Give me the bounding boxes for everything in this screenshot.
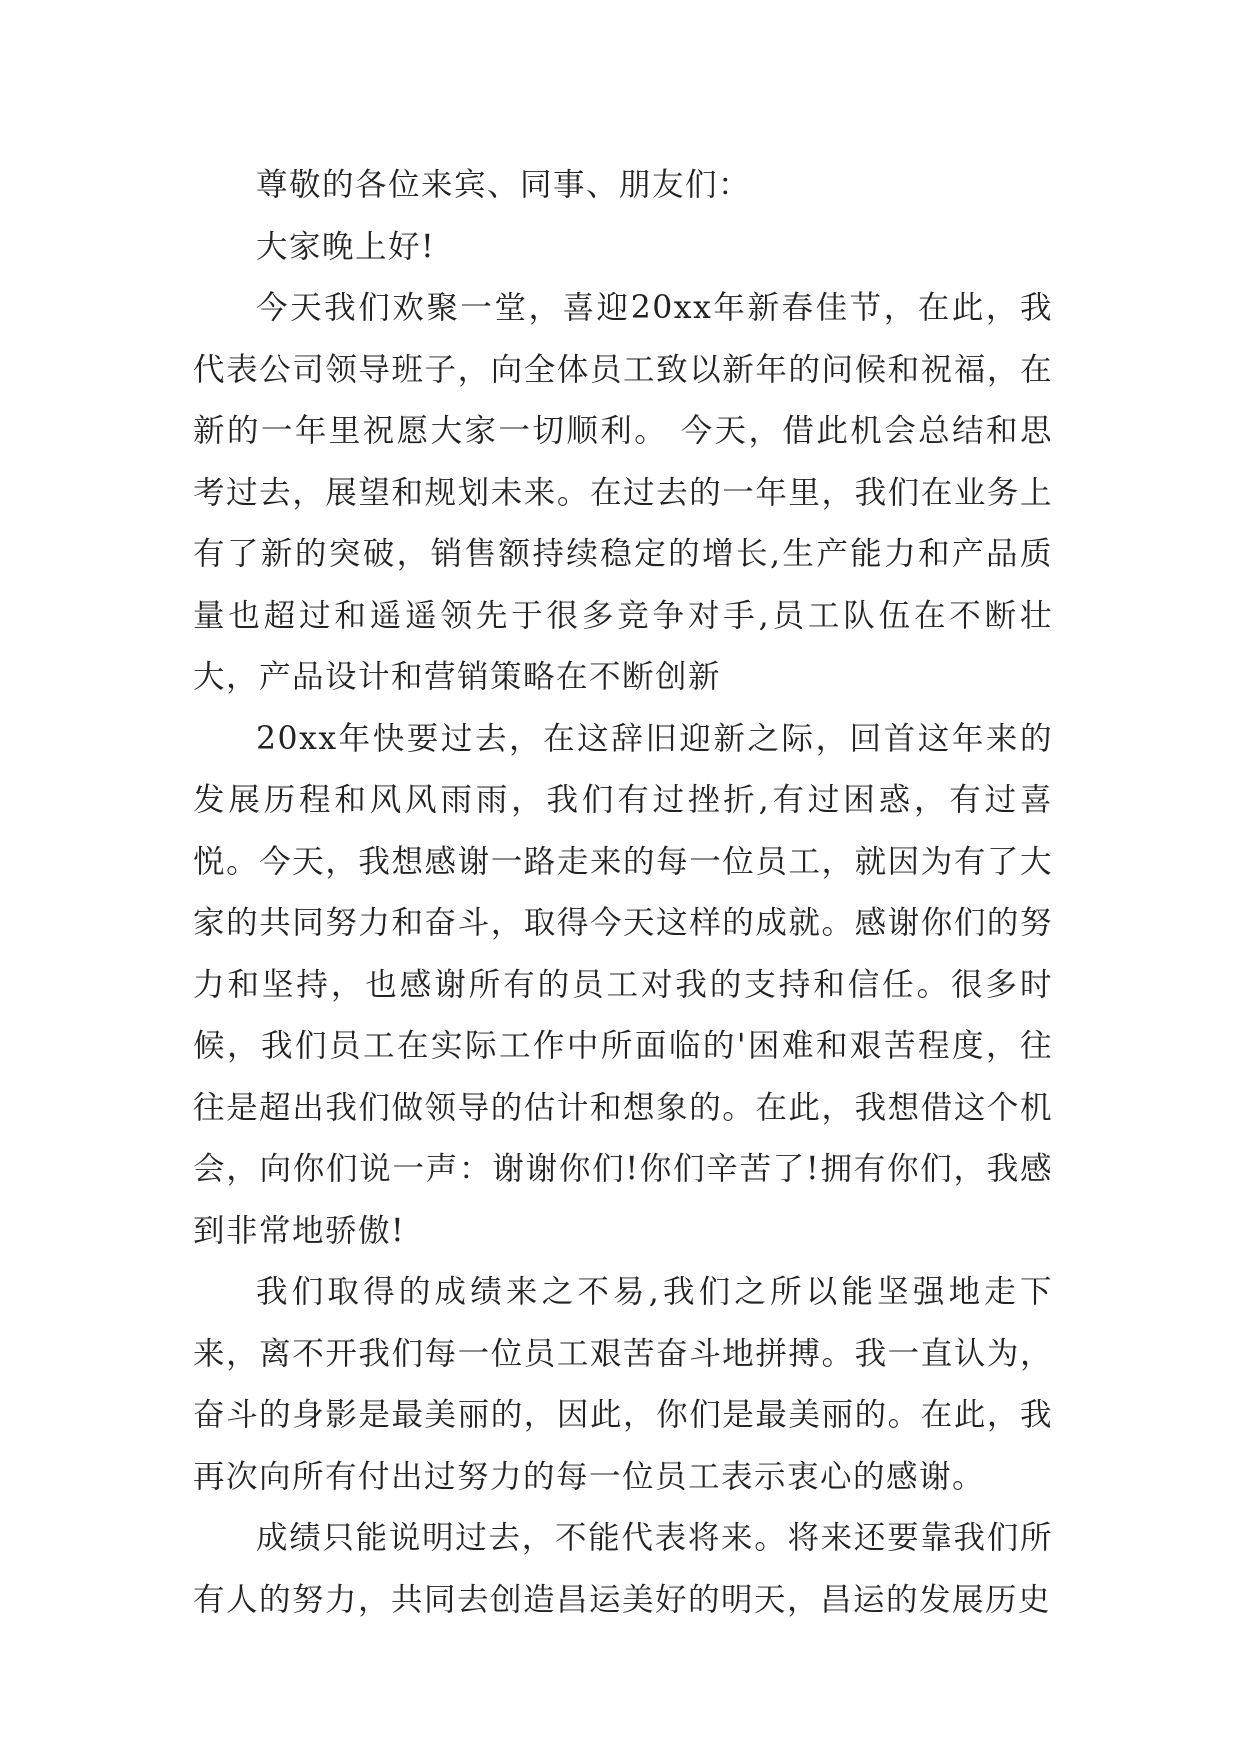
paragraph-new-year-wishes: 今天我们欢聚一堂，喜迎20xx年新春佳节，在此，我代表公司领导班子，向全体员工致以新年的问候和祝福，在新的一年里祝愿大家一切顺利。 今天，借此机会总结和思考过去，展望和规划未来。在过去的一年里，我们在业务上有了新的突破，销售额持续稳定的增长,生产能力和产品质量也超过和遥遥领先于很多竞争对手,员工队伍在不断壮大，产品设计和营销策略在不断创新 [193,290,1053,695]
paragraph-achievements: 我们取得的成绩来之不易,我们之所以能坚强地走下来，离不开我们每一位员工艰苦奋斗地拼搏。我一直认为，奋斗的身影是最美丽的，因此，你们是最美丽的。在此，我再次向所有付出过努力的每一位员工表示衷心的感谢。 [193,1274,1053,1495]
greeting: 大家晚上好! [256,228,436,265]
paragraph-future: 成绩只能说明过去，不能代表将来。将来还要靠我们所有人的努力，共同去创造昌运美好的明天，昌运的发展历史 [193,1520,1053,1618]
document-body [193,155,1053,1631]
paragraph-thanks-employees: 20xx年快要过去，在这辞旧迎新之际，回首这年来的发展历程和风风雨雨，我们有过挫折,有过困惑，有过喜悦。今天，我想感谢一路走来的每一位员工，就因为有了大家的共同努力和奋斗，取得今天这样的成就。感谢你们的努力和坚持，也感谢所有的员工对我的支持和信任。很多时候，我们员工在实际工作中所面临的'困难和艰苦程度，往往是超出我们做领导的估计和想象的。在此，我想借这个机会，向你们说一声：谢谢你们!你们辛苦了!拥有你们，我感到非常地骄傲! [193,720,1053,1249]
salutation: 尊敬的各位来宾、同事、朋友们： [256,167,752,203]
